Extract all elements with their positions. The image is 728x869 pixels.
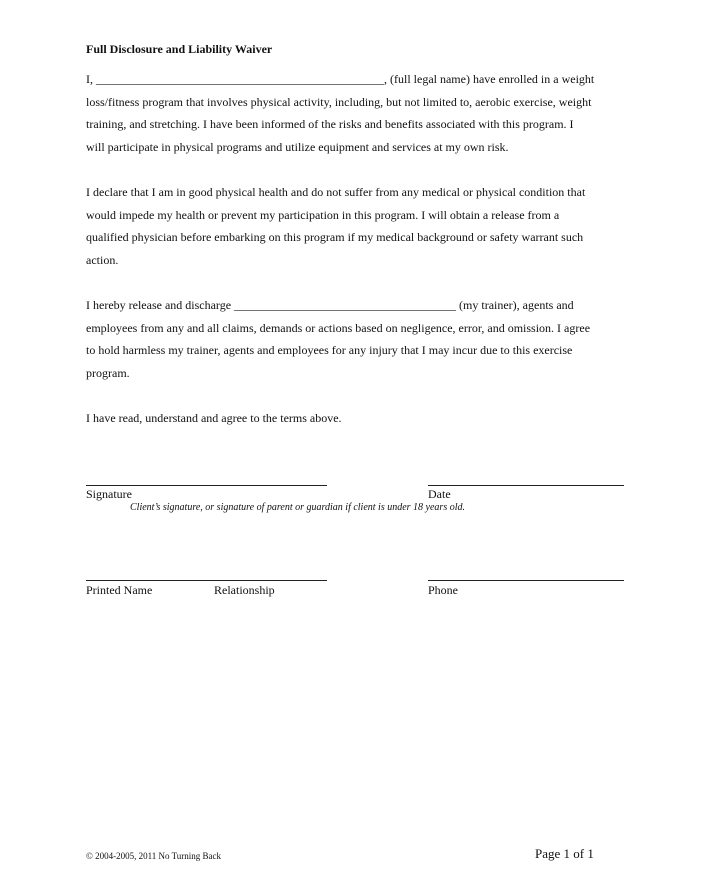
relationship-label: Relationship [214, 583, 275, 597]
signature-label: Signature [86, 487, 132, 501]
paragraph-agreement [86, 407, 646, 430]
page-number: Page 1 of 1 [535, 846, 594, 861]
date-label: Date [428, 487, 451, 501]
paragraph-line: I, ________________________________________________, (full legal name) have enrolled in a weight [86, 72, 595, 86]
paragraph-line: to hold harmless my trainer, agents and employees for any injury that I may incur due to this exercise [86, 343, 573, 358]
paragraph-enrollment [86, 68, 646, 159]
paragraph-line: I hereby release and discharge _____________________________________ (my trainer), agents and [86, 298, 574, 312]
phone-line[interactable] [428, 580, 624, 581]
copyright-footer: © 2004-2005, 2011 No Turning Back [86, 851, 222, 861]
date-line[interactable] [428, 485, 624, 486]
paragraph-line: employees from any and all claims, demands or actions based on negligence, error, and omission. I agree [86, 320, 591, 335]
paragraph-line: will participate in physical programs and utilize equipment and services at my own risk. [86, 140, 509, 155]
paragraph-line: qualified physician before embarking on this program if my medical background or safety warrant such [86, 230, 584, 245]
paragraph-release [86, 294, 646, 385]
signature-line[interactable] [86, 485, 327, 486]
paragraph-line: I declare that I am in good physical health and do not suffer from any medical or physical condition that [86, 185, 586, 199]
printed-name-label: Printed Name [86, 583, 153, 597]
printed-name-line[interactable] [86, 580, 327, 581]
paragraph-health-declaration [86, 181, 646, 272]
document-title: Full Disclosure and Liability Waiver [86, 42, 273, 56]
paragraph-line: loss/fitness program that involves physical activity, including, but not limited to, aerobic exercise, weight [86, 94, 592, 109]
signature-note: Client’s signature, or signature of parent or guardian if client is under 18 years old. [130, 502, 465, 513]
phone-label: Phone [428, 583, 458, 597]
paragraph-line: training, and stretching. I have been informed of the risks and benefits associated with this program. I [86, 117, 574, 132]
paragraph-line: action. [86, 253, 119, 268]
paragraph-line: I have read, understand and agree to the terms above. [86, 411, 342, 425]
paragraph-line: would impede my health or prevent my participation in this program. I will obtain a release from a [86, 207, 560, 222]
paragraph-line: program. [86, 366, 130, 381]
